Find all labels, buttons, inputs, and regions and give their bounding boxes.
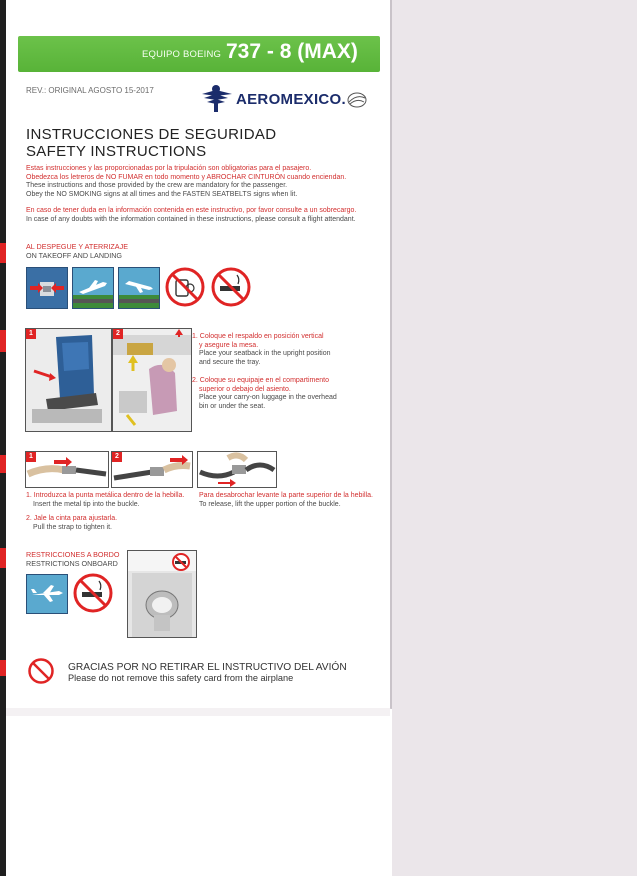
- skyteam-icon: [346, 90, 368, 110]
- seat-step-2-es: 2. Coloque su equipaje en el compartimento: [192, 377, 329, 384]
- belt-step-2-en: Pull the strap to tighten it.: [33, 523, 112, 531]
- doubt-es: En caso de tener duda en la información contenida en este instructivo, por favor consulte a un sobrecargo.: [26, 207, 357, 214]
- background-right: [392, 0, 637, 876]
- luggage-illustration: [112, 328, 192, 432]
- belt-step-1: [26, 492, 184, 509]
- doubt-en: In case of any doubts with the information contained in these instructions, please consult a flight attendant.: [26, 215, 356, 223]
- intro-es-line: Estas instrucciones y las proporcionadas por la tripulación son obligatorias para el pasajero.: [26, 165, 312, 172]
- doubt-paragraph: [26, 207, 366, 224]
- seat-step-1-en: Place your seatback in the upright position: [199, 350, 331, 358]
- no-smoking-onboard-icon: [72, 572, 114, 614]
- arrow-up-icon: [174, 328, 184, 338]
- step-badge: 1: [26, 329, 36, 339]
- aircraft-model: 737 - 8 (MAX): [226, 40, 358, 63]
- prohibition-icon: [27, 657, 55, 685]
- intro-es-line: Obedezca los letreros de NO FUMAR en todo momento y ABROCHAR CINTURÓN cuando enciendan.: [26, 173, 347, 181]
- footer-spanish: GRACIAS POR NO RETIRAR EL INSTRUCTIVO DEL AVIÓN: [68, 662, 347, 673]
- seat-step-2-es-cont: superior o debajo del asiento.: [199, 385, 291, 393]
- belt-release-en: To release, lift the upper portion of the buckle.: [199, 500, 341, 508]
- takeoff-label-es: AL DESPEGUE Y ATERRIZAJE: [26, 242, 128, 251]
- red-tab-takeoff: [0, 243, 6, 263]
- no-smoking-icon: [210, 266, 252, 308]
- takeoff-label: [26, 242, 128, 260]
- intro-paragraph: [26, 165, 366, 199]
- restrictions-label: [26, 550, 119, 568]
- model-header-bar: [18, 36, 380, 72]
- restrictions-label-es: RESTRICCIONES A BORDO: [26, 550, 120, 559]
- red-tab-seat: [0, 330, 6, 352]
- belt-tighten-illustration: [111, 451, 193, 488]
- card-bottom-strip: [6, 708, 390, 716]
- revision-label: REV.: ORIGINAL AGOSTO 15-2017: [26, 86, 154, 95]
- aeromexico-logo: [200, 84, 368, 114]
- seat-step-2-en: Place your carry-on luggage in the overhead: [199, 394, 337, 402]
- seat-step-2: [192, 377, 337, 411]
- step-badge: 2: [112, 452, 122, 462]
- seat-step-1-es-cont: y asegure la mesa.: [199, 341, 259, 349]
- seat-step-1-en-cont: and secure the tray.: [199, 358, 261, 366]
- intro-en-line: These instructions and those provided by the crew are mandatory for the passenger.: [26, 182, 288, 190]
- step-badge: 1: [26, 452, 36, 462]
- restrictions-label-en: RESTRICTIONS ONBOARD: [26, 559, 118, 568]
- intro-en-line: Obey the NO SMOKING signs at all times and the FASTEN SEATBELTS signs when lit.: [26, 190, 298, 198]
- takeoff-plane-icon: [72, 267, 114, 309]
- eagle-knight-icon: [200, 84, 234, 114]
- red-tab-restrictions: [0, 548, 6, 568]
- belt-step-2: [26, 515, 117, 532]
- no-electronics-icon: [164, 266, 206, 308]
- seatbelt-sign-icon: [26, 267, 68, 309]
- title-english: SAFETY INSTRUCTIONS: [26, 143, 207, 160]
- title-spanish: INSTRUCCIONES DE SEGURIDAD: [26, 126, 277, 143]
- footer-english: Please do not remove this safety card from the airplane: [68, 673, 294, 683]
- red-tab-belt: [0, 455, 6, 473]
- equipo-label: EQUIPO BOEING: [142, 49, 222, 60]
- takeoff-label-en: ON TAKEOFF AND LANDING: [26, 251, 122, 260]
- belt-step-1-en: Insert the metal tip into the buckle.: [33, 500, 140, 508]
- belt-step-1-es: 1. Introduzca la punta metálica dentro de la hebilla.: [26, 492, 185, 499]
- seat-step-2-en-cont: bin or under the seat.: [199, 402, 266, 410]
- belt-release-step: [199, 492, 373, 509]
- airline-name: AEROMEXICO.: [236, 91, 346, 108]
- seat-step-1: [192, 333, 331, 367]
- belt-release-es: Para desabrochar levante la parte superior de la hebilla.: [199, 492, 373, 499]
- belt-release-illustration: [197, 451, 277, 488]
- landing-plane-icon: [118, 267, 160, 309]
- seat-step-1-es: 1. Coloque el respaldo en posición vertical: [192, 333, 324, 340]
- seatback-illustration: [25, 328, 112, 432]
- inflight-plane-icon: [26, 574, 68, 614]
- lavatory-illustration: [127, 550, 197, 638]
- belt-insert-illustration: [25, 451, 109, 488]
- belt-step-2-es: 2. Jale la cinta para ajustarla.: [26, 515, 118, 522]
- step-badge: 2: [113, 329, 123, 339]
- red-tab-footer: [0, 660, 6, 676]
